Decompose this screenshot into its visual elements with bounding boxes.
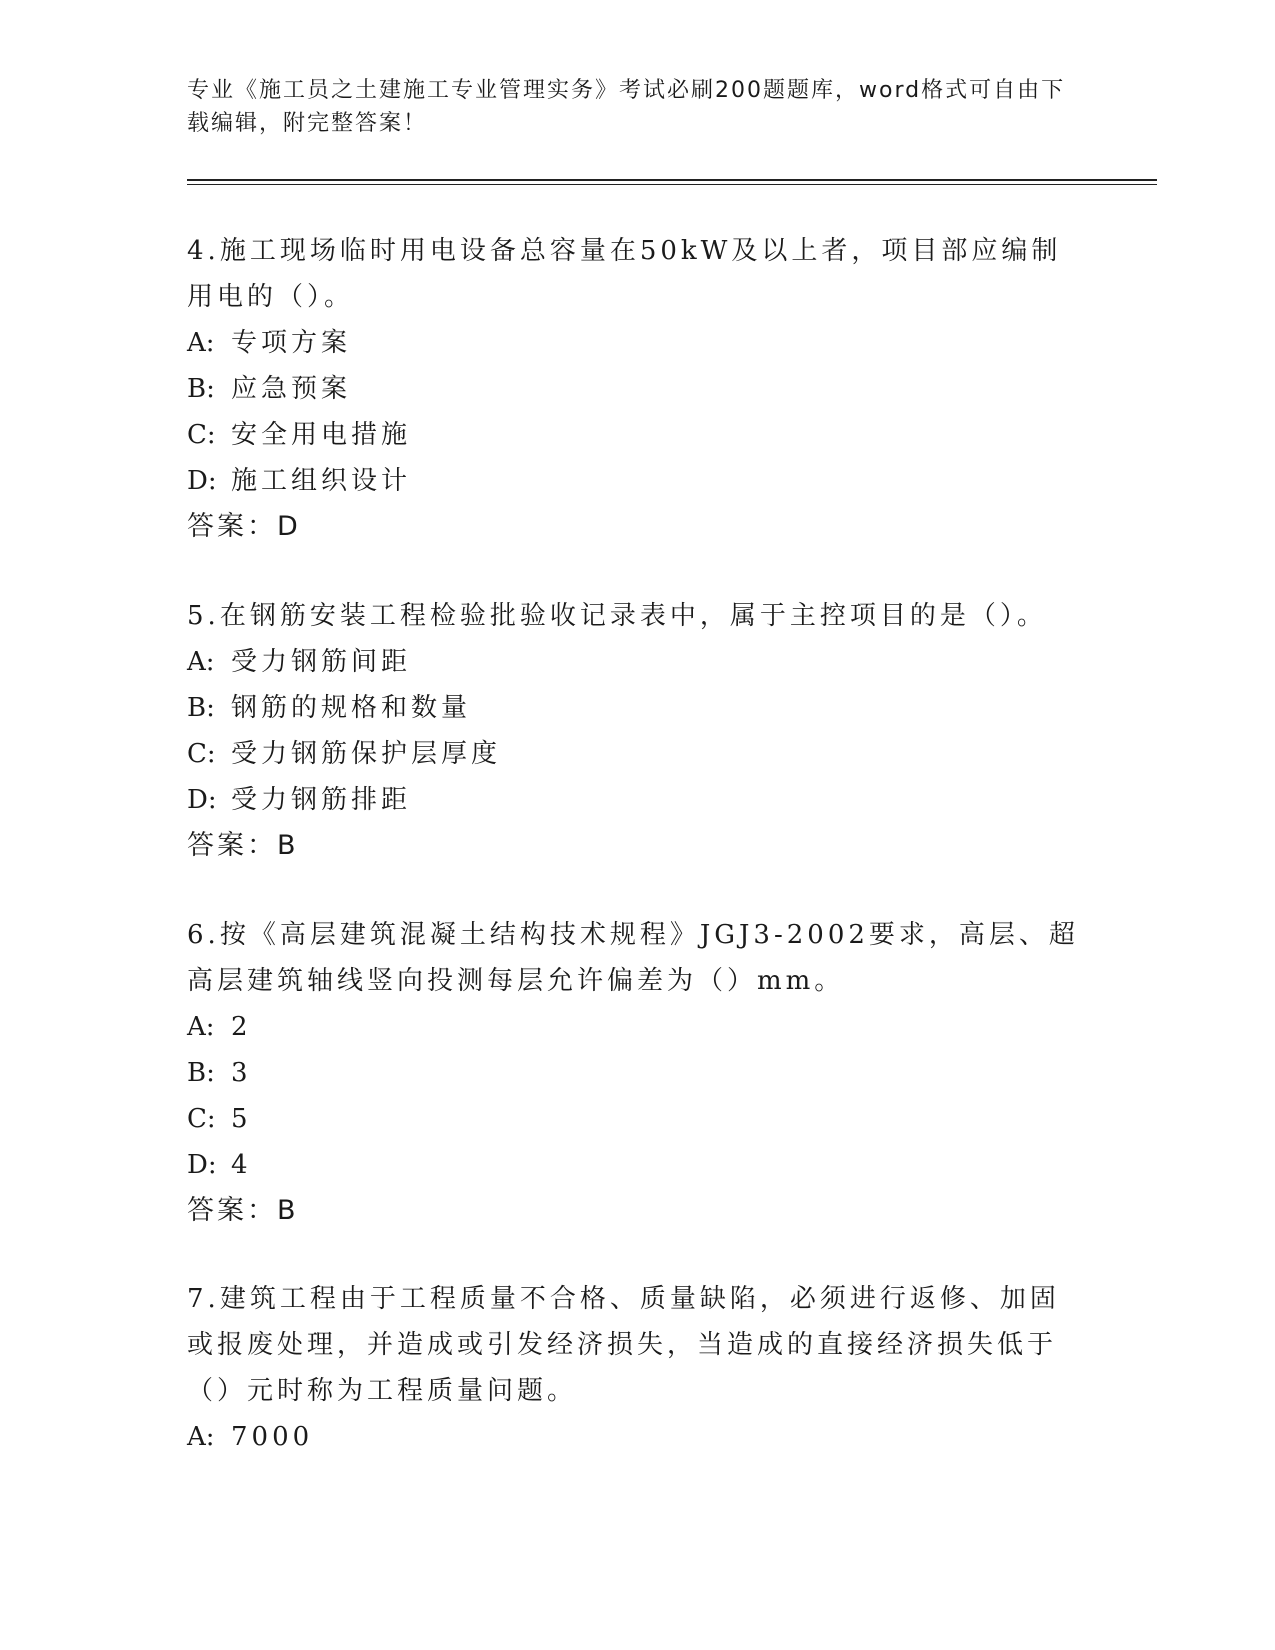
header-rule-thin: [187, 184, 1157, 185]
option-c: C: 受力钢筋保护层厚度: [187, 739, 502, 769]
question-5: [187, 593, 1087, 869]
option-d: D: 4: [187, 1150, 252, 1180]
option-a: A: 2: [187, 1012, 252, 1042]
option-d: D: 施工组织设计: [187, 466, 412, 496]
option-a: A: 专项方案: [187, 328, 352, 358]
answer: 答案：B: [187, 1195, 299, 1226]
answer: 答案：D: [187, 511, 301, 542]
question-7: [187, 1276, 1087, 1460]
option-a: A: 7000: [187, 1422, 314, 1452]
answer: 答案：B: [187, 830, 299, 861]
question-text: 4.施工现场临时用电设备总容量在50kW及以上者，项目部应编制用电的（）。: [187, 236, 1062, 312]
option-c: C: 安全用电措施: [187, 420, 412, 450]
document-header: 专业《施工员之土建施工专业管理实务》考试必刷200题题库，word格式可自由下载编辑，附完整答案！: [187, 78, 1066, 136]
option-d: D: 受力钢筋排距: [187, 785, 412, 815]
question-6: [187, 912, 1087, 1234]
question-text: 7.建筑工程由于工程质量不合格、质量缺陷，必须进行返修、加固或报废处理，并造成或引发经济损失，当造成的直接经济损失低于（）元时称为工程质量问题。: [187, 1284, 1060, 1406]
question-4: [187, 228, 1087, 550]
option-c: C: 5: [187, 1104, 252, 1134]
option-b: B: 钢筋的规格和数量: [187, 693, 472, 723]
option-b: B: 3: [187, 1058, 252, 1088]
option-a: A: 受力钢筋间距: [187, 647, 412, 677]
option-b: B: 应急预案: [187, 374, 352, 404]
question-text: 5.在钢筋安装工程检验批验收记录表中，属于主控项目的是（）。: [187, 601, 1047, 631]
header-rule-thick: [187, 179, 1157, 181]
question-text: 6.按《高层建筑混凝土结构技术规程》JGJ3-2002要求，高层、超高层建筑轴线竖向投测每层允许偏差为（）mm。: [187, 920, 1079, 996]
